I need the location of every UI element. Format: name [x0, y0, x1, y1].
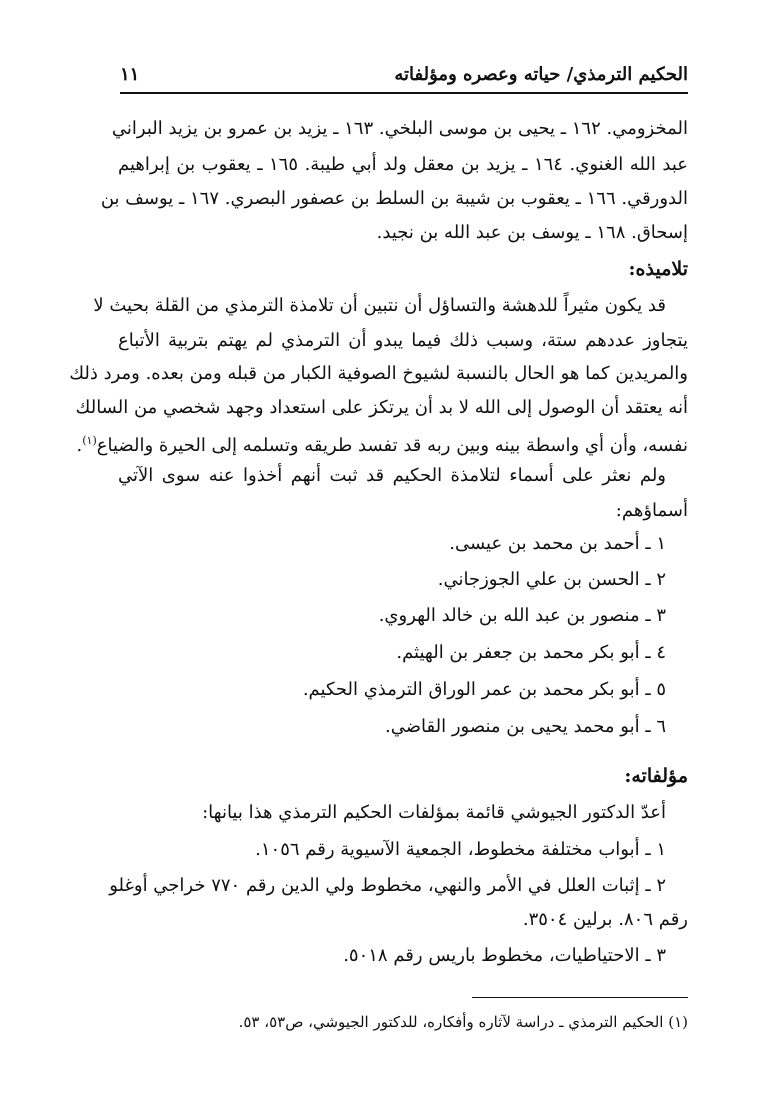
intro-line: إسحاق. ١٦٨ ـ يوسف بن عبد الله بن نجيد. — [376, 222, 688, 243]
student-list-item: ٢ ـ الحسن بن علي الجوزجاني. — [437, 569, 666, 590]
students-paragraph-line: ولم نعثر على أسماء لتلامذة الحكيم قد ثبت أنهم أخذوا عنه سوى الآتي — [118, 465, 666, 486]
students-paragraph-line: يتجاوز عددهم ستة، وسبب ذلك فيما يبدو أن الترمذي لم يهتم بتربية الأتباع — [118, 330, 688, 351]
student-list-item: ٣ ـ منصور بن عبد الله بن خالد الهروي. — [378, 605, 666, 626]
running-title: الحكيم الترمذي/ حياته وعصره ومؤلفاته — [394, 64, 688, 85]
footnote-rule — [472, 997, 688, 998]
footnote-marker: (١) — [82, 434, 97, 447]
intro-line: المخزومي. ١٦٢ ـ يحيى بن موسى البلخي. ١٦٣ ـ يزيد بن عمرو بن يزيد البراني — [111, 118, 688, 139]
footnote: (١) الحكيم الترمذي ـ دراسة لآثاره وأفكاره، للدكتور الجيوشي، ص٥٣، ٥٣. — [238, 1013, 688, 1031]
students-paragraph-line: والمريدين كما هو الحال بالنسبة لشيوخ الصوفية الكبار من قبله ومن بعده. ومرد ذلك — [69, 363, 688, 384]
student-list-item: ٦ ـ أبو محمد يحيى بن منصور القاضي. — [385, 716, 666, 737]
student-list-item: ١ ـ أحمد بن محمد بن عيسى. — [449, 533, 666, 554]
students-paragraph-line: أنه يعتقد أن الوصول إلى الله لا بد أن يرتكز على استعداد وجهد شخصي من السالك — [75, 397, 688, 418]
students-paragraph-line — [77, 431, 688, 456]
intro-line: عبد الله الغنوي. ١٦٤ ـ يزيد بن معقل ولد أبي طيبة. ١٦٥ ـ يعقوب بن إبراهيم — [118, 154, 688, 175]
student-list-item: ٥ ـ أبو بكر محمد بن عمر الوراق الترمذي الحكيم. — [302, 679, 666, 700]
page-number: ١١ — [120, 64, 140, 85]
sentence-end: . — [76, 435, 83, 456]
student-list-item: ٤ ـ أبو بكر محمد بن جعفر بن الهيثم. — [396, 642, 666, 663]
intro-line: الدورقي. ١٦٦ ـ يعقوب بن شيبة بن السلط بن عصفور البصري. ١٦٧ ـ يوسف بن — [100, 188, 688, 209]
works-heading: مؤلفاته: — [624, 765, 688, 787]
students-paragraph-line: أسماؤهم: — [615, 500, 688, 521]
works-list-item: ٣ ـ الاحتياطيات، مخطوط باريس رقم ٥٠١٨. — [343, 945, 666, 966]
works-list-item: ٢ ـ إثبات العلل في الأمر والنهي، مخطوط ولي الدين رقم ٧٧٠ خراجي أوغلو — [109, 875, 666, 896]
students-heading: تلاميذه: — [628, 258, 688, 280]
running-header — [120, 58, 688, 92]
works-list-item-continued: رقم ٨٠٦. برلين ٣٥٠٤. — [522, 909, 688, 930]
works-intro: أعدّ الدكتور الجيوشي قائمة بمؤلفات الحكيم الترمذي هذا بيانها: — [202, 802, 666, 823]
works-list-item: ١ ـ أبواب مختلفة مخطوط، الجمعية الآسيوية رقم ١٠٥٦. — [255, 839, 666, 860]
students-paragraph-text: نفسه، وأن أي واسطة بينه وبين ربه قد تفسد طريقه وتسلمه إلى الحيرة والضياع — [96, 435, 688, 456]
students-paragraph-line: قد يكون مثيراً للدهشة والتساؤل أن نتبين أن تلامذة الترمذي من القلة بحيث لا — [93, 295, 666, 316]
header-rule — [120, 92, 688, 94]
